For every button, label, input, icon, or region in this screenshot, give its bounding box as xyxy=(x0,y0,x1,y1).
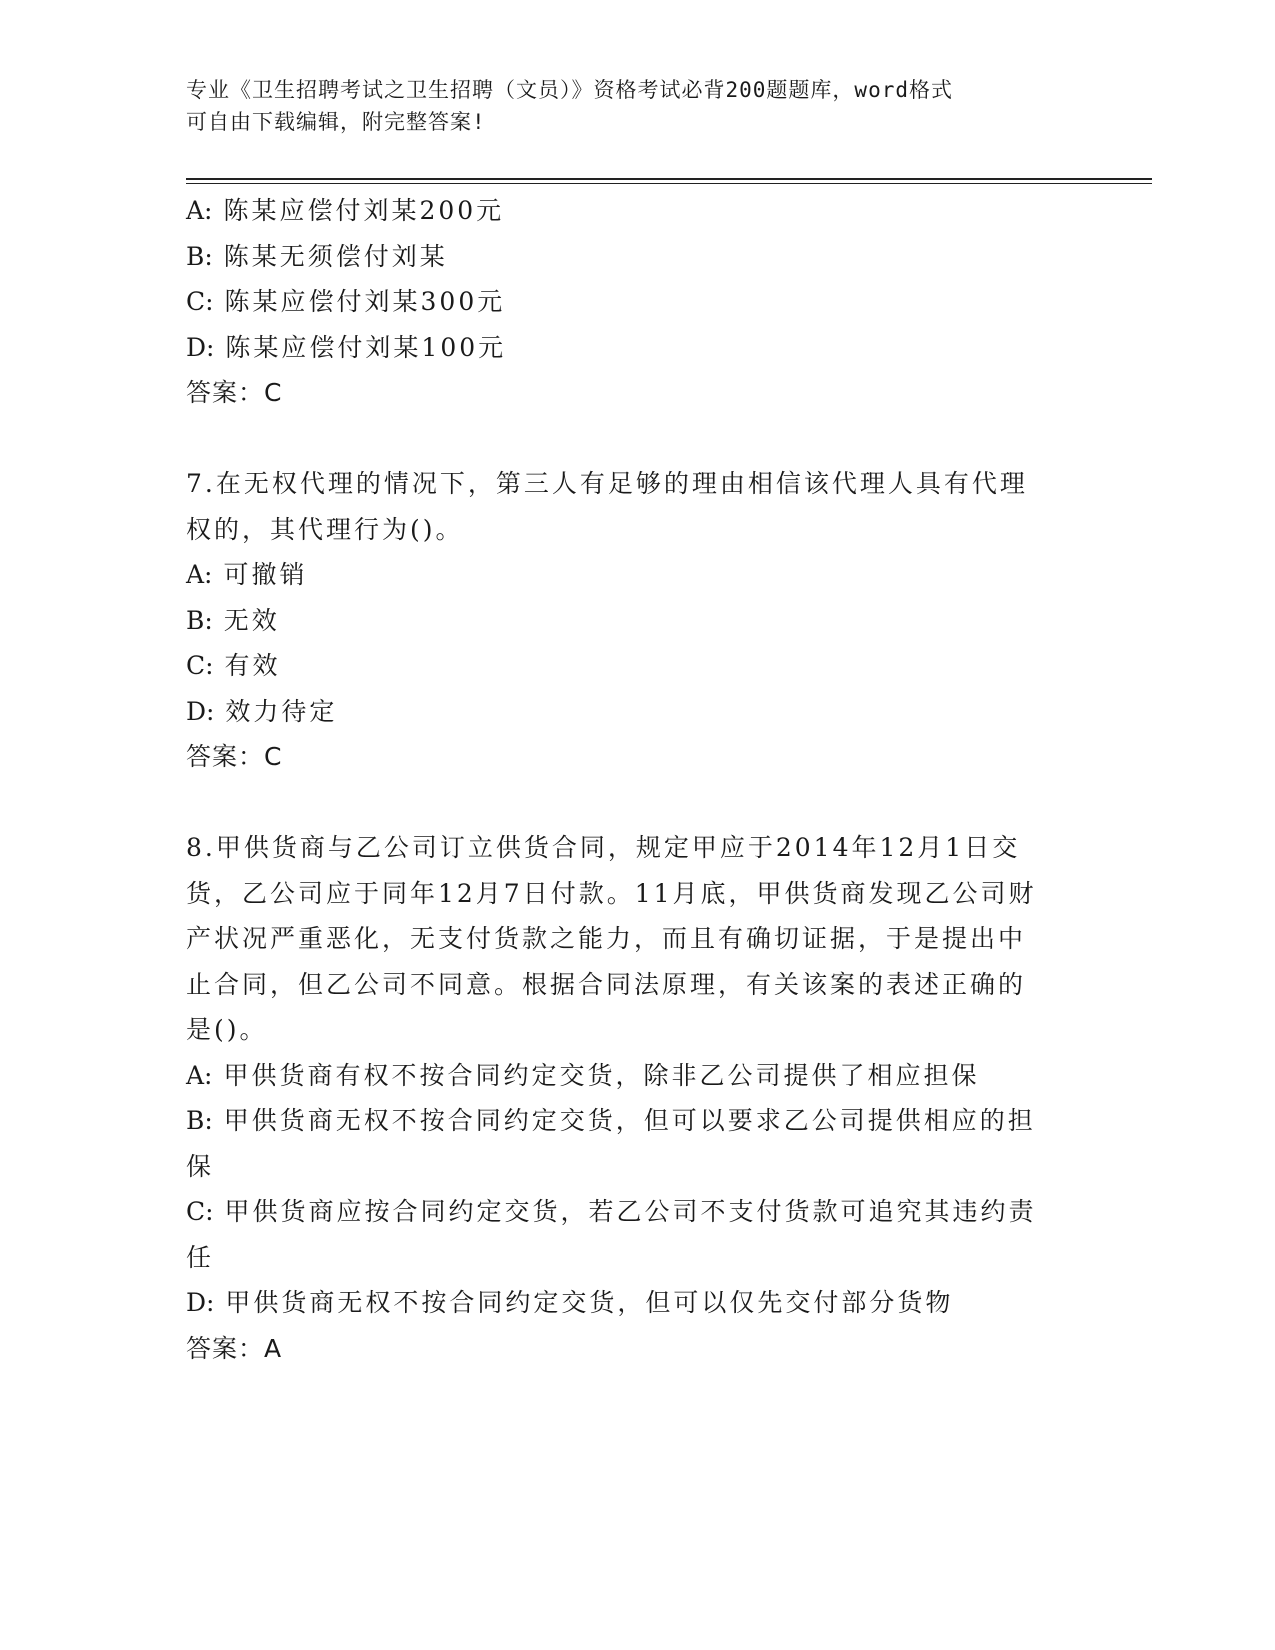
option-d: D: 陈某应偿付刘某100元 xyxy=(186,332,507,362)
question-stem: 权的，其代理行为()。 xyxy=(186,514,464,544)
option-a: A: 可撤销 xyxy=(186,560,308,589)
answer: 答案：C xyxy=(186,378,283,407)
header-rule-thick xyxy=(186,178,1152,180)
header-line-2: 可自由下载编辑，附完整答案! xyxy=(186,110,486,134)
option-d: D: 甲供货商无权不按合同约定交货，但可以仅先交付部分货物 xyxy=(186,1288,954,1317)
header-rule-thin xyxy=(186,183,1152,184)
question-stem: 7.在无权代理的情况下，第三人有足够的理由相信该代理人具有代理 xyxy=(186,469,1028,498)
option-a: A: 陈某应偿付刘某200元 xyxy=(186,196,505,225)
question-stem: 止合同，但乙公司不同意。根据合同法原理，有关该案的表述正确的 xyxy=(186,969,1027,999)
option-c: C: 有效 xyxy=(186,651,281,680)
header-line-1: 专业《卫生招聘考试之卫生招聘（文员）》资格考试必背200题题库，word格式 xyxy=(186,78,953,102)
option-d: D: 效力待定 xyxy=(186,696,338,726)
option-b: B: 甲供货商无权不按合同约定交货，但可以要求乙公司提供相应的担 xyxy=(186,1106,1036,1135)
option-c: C: 陈某应偿付刘某300元 xyxy=(186,287,506,316)
answer: 答案：C xyxy=(186,742,283,771)
question-stem: 8.甲供货商与乙公司订立供货合同，规定甲应于2014年12月1日交 xyxy=(186,833,1021,862)
question-list xyxy=(186,188,1086,1371)
question-8 xyxy=(186,825,1086,1371)
question-stem: 产状况严重恶化，无支付货款之能力，而且有确切证据，于是提出中 xyxy=(186,924,1027,953)
option-b: B: 无效 xyxy=(186,605,280,635)
option-b: B: 陈某无须偿付刘某 xyxy=(186,241,448,271)
answer: 答案：A xyxy=(186,1333,283,1363)
question-stem: 货，乙公司应于同年12月7日付款。11月底，甲供货商发现乙公司财 xyxy=(186,878,1037,908)
page-header xyxy=(186,74,1086,138)
option-b-continued: 保 xyxy=(186,1151,215,1181)
option-c: C: 甲供货商应按合同约定交货，若乙公司不支付货款可追究其违约责 xyxy=(186,1197,1037,1226)
question-stem: 是()。 xyxy=(186,1015,268,1044)
question-7 xyxy=(186,461,1086,780)
option-a: A: 甲供货商有权不按合同约定交货，除非乙公司提供了相应担保 xyxy=(186,1060,980,1090)
option-c-continued: 任 xyxy=(186,1242,215,1272)
question-6 xyxy=(186,188,1086,416)
